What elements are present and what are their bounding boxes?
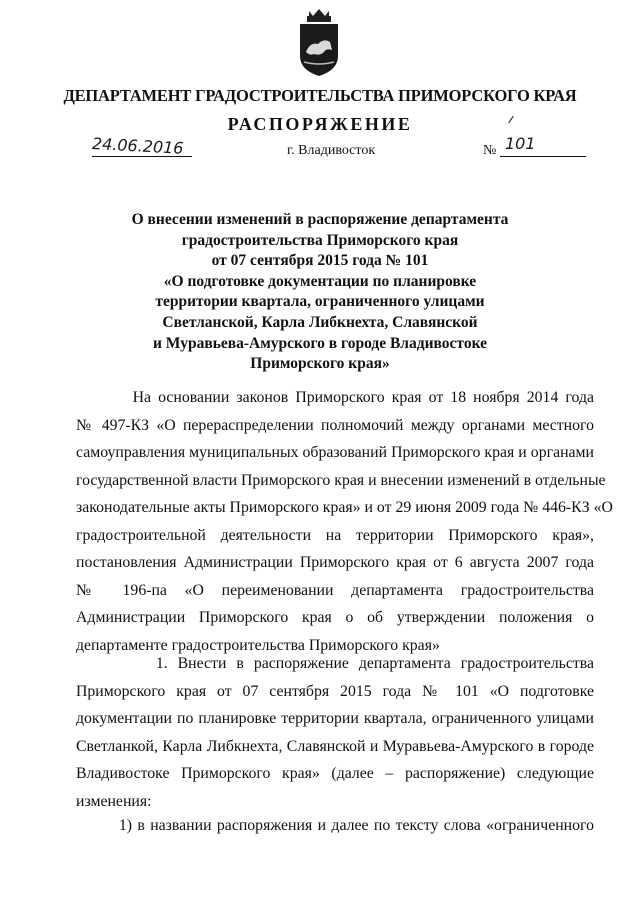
coat-of-arms-emblem (294, 6, 344, 78)
subject-line: Светланской, Карла Либкнехта, Славянской (162, 313, 478, 331)
subject-line: территории квартала, ограниченного улицами (155, 293, 485, 311)
department-name: ДЕПАРТАМЕНТ ГРАДОСТРОИТЕЛЬСТВА ПРИМОРСКОГО КРАЯ (63, 86, 577, 105)
text-line: Светланкой, Карла Либкнехта, Славянской и Муравьева-Амурского в городе (76, 737, 594, 755)
document-subject (110, 210, 530, 375)
text-line: департаменте градостроительства Приморского края» (76, 636, 440, 654)
text-line: документации по планировке территории квартала, ограниченного улицами (76, 710, 594, 727)
text-line: № 497-КЗ «О перераспределении полномочий между органами местного (76, 416, 594, 434)
text-line: № 196-па «О переименовании департамента градостроительства (76, 581, 594, 599)
number-label: № (483, 143, 497, 158)
text-line: градостроительной деятельности на территории Приморского края», (76, 526, 594, 544)
subject-line: «О подготовке документации по планировке (163, 272, 477, 290)
subject-line: градостроительства Приморского края (181, 231, 459, 249)
text-line: 1) в названии распоряжения и далее по тексту слова «ограниченного (76, 817, 594, 834)
text-line: Владивостоке Приморского края» (далее – распоряжение) следующие (76, 765, 594, 782)
document-type-title: РАСПОРЯЖЕНИЕ (227, 114, 413, 134)
text-line: самоуправления муниципальных образований Приморского края и органами (76, 444, 594, 461)
text-line: государственной власти Приморского края и внесении изменений в отдельные (76, 471, 606, 489)
number-underline (500, 156, 586, 157)
paragraph-item-1 (76, 650, 594, 815)
text-line: Администрации Приморского края о об утверждении положения о (76, 609, 594, 626)
city-label: г. Владивосток (287, 143, 376, 158)
handwritten-date: 24.06.2016 (91, 134, 184, 158)
paragraph-subitem-1 (76, 812, 594, 840)
subject-line: и Муравьева-Амурского в городе Владивостоке (152, 334, 488, 352)
text-line: Приморского края от 07 сентября 2015 года № 101 «О подготовке (76, 682, 594, 700)
handwritten-number: 101 (505, 134, 536, 153)
text-line: 1. Внести в распоряжение департамента градостроительства (76, 655, 594, 672)
text-line: законодательные акты Приморского края» и от 29 июня 2009 года № 446-КЗ «О (76, 499, 613, 516)
subject-line: Приморского края» (250, 355, 390, 373)
subject-line: О внесении изменений в распоряжение департамента (131, 211, 509, 228)
subject-line: от 07 сентября 2015 года № 101 (211, 252, 429, 270)
text-line: На основании законов Приморского края от 18 ноября 2014 года (76, 389, 594, 406)
date-underline (92, 156, 192, 157)
paragraph-legal-basis (76, 384, 613, 659)
text-line: постановления Администрации Приморского края от 6 августа 2007 года (76, 554, 594, 571)
text-line: изменения: (76, 792, 152, 810)
